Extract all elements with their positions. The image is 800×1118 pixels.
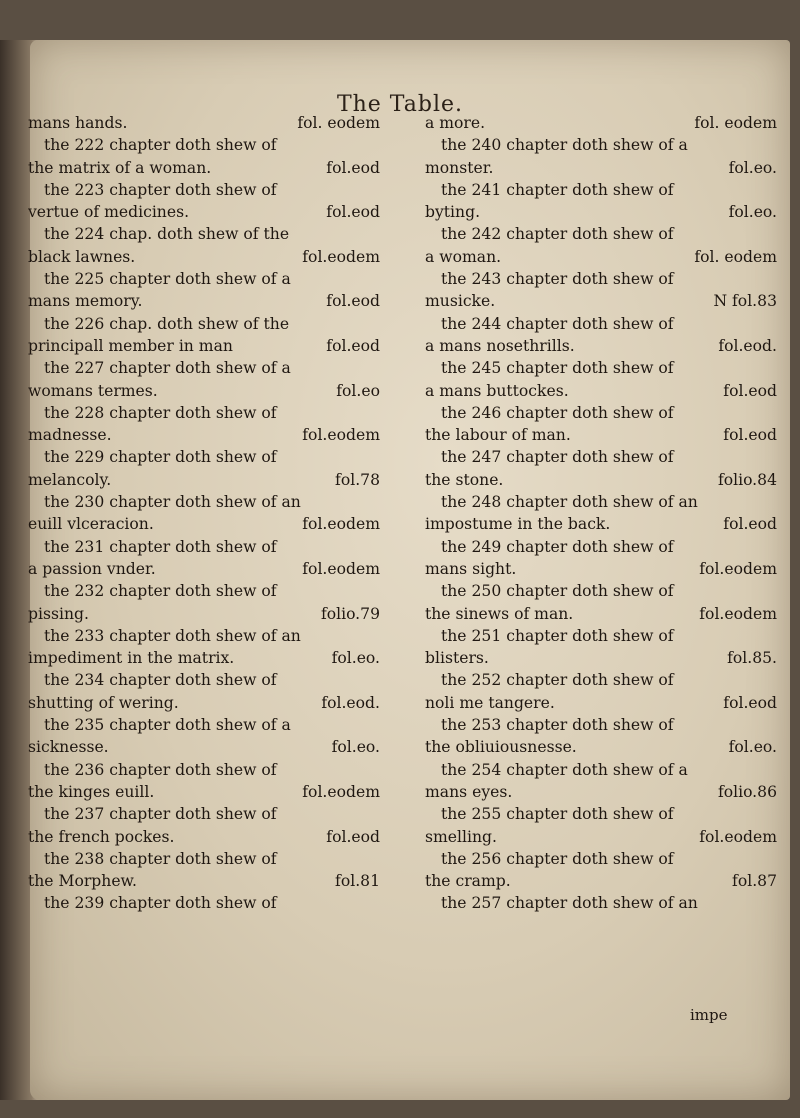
index-entry-line (425, 848, 777, 870)
folio-reference: fol.eodem (699, 559, 777, 578)
index-entry-line (28, 603, 380, 625)
folio-reference: fol.81 (335, 872, 380, 891)
entry-text: the matrix of a woman. (28, 158, 212, 177)
folio-reference (374, 357, 380, 379)
entry-text: the 235 chapter doth shew of a (44, 716, 291, 735)
folio-reference: fol.eod. (321, 693, 380, 712)
folio-reference: fol.eod (326, 336, 380, 355)
entry-text: the 254 chapter doth shew of a (441, 760, 688, 779)
entry-text: the 226 chap. doth shew of the (44, 314, 290, 333)
entry-text: blisters. (425, 649, 489, 668)
folio-reference: fol.eod (326, 158, 380, 177)
folio-reference (771, 357, 777, 379)
entry-text: smelling. (425, 827, 497, 846)
index-entry-line (425, 335, 777, 357)
entry-text: monster. (425, 158, 494, 177)
index-entry-line (28, 558, 380, 580)
entry-text: a woman. (425, 247, 502, 266)
index-entry-line (425, 112, 777, 134)
index-entry-line (28, 446, 380, 468)
entry-text: the 231 chapter doth shew of (44, 537, 277, 556)
folio-reference (771, 580, 777, 602)
index-entry-line (28, 223, 380, 245)
entry-text: the Morphew. (28, 872, 138, 891)
index-entry-line (425, 290, 777, 312)
index-entry-line (425, 491, 777, 513)
index-entry-line (28, 692, 380, 714)
entry-text: the stone. (425, 470, 504, 489)
folio-reference: folio.79 (320, 604, 380, 623)
index-entry-line (28, 380, 380, 402)
entry-text: impostume in the back. (425, 515, 611, 534)
index-entry-line (425, 826, 777, 848)
index-entry-line (425, 759, 777, 781)
entry-text: mans memory. (28, 292, 143, 311)
entry-text: mans eyes. (425, 782, 513, 801)
folio-reference (771, 759, 777, 781)
entry-text: mans sight. (425, 559, 517, 578)
entry-text: a mans buttockes. (425, 381, 569, 400)
folio-reference (374, 223, 380, 245)
folio-reference (771, 491, 777, 513)
folio-reference: fol.eo. (728, 158, 777, 177)
index-entry-line (28, 179, 380, 201)
index-entry-line (28, 580, 380, 602)
folio-reference (771, 848, 777, 870)
folio-reference: fol.eodem (302, 559, 380, 578)
index-entry-line (425, 892, 777, 914)
entry-text: black lawnes. (28, 247, 136, 266)
index-entry-line (425, 223, 777, 245)
index-entry-line (425, 313, 777, 335)
index-entry-line (425, 380, 777, 402)
folio-reference: fol.eodem (699, 604, 777, 623)
folio-reference (771, 536, 777, 558)
entry-text: the 243 chapter doth shew of (441, 270, 674, 289)
index-entry-line (425, 424, 777, 446)
folio-reference (771, 625, 777, 647)
entry-text: the 251 chapter doth shew of (441, 626, 674, 645)
entry-text: the sinews of man. (425, 604, 574, 623)
entry-text: the 256 chapter doth shew of (441, 849, 674, 868)
folio-reference: fol.eo. (728, 738, 777, 757)
index-entry-line (425, 246, 777, 268)
entry-text: melancoly. (28, 470, 112, 489)
entry-text: musicke. (425, 292, 496, 311)
entry-text: a mans nosethrills. (425, 336, 575, 355)
index-entry-line (425, 803, 777, 825)
folio-reference: fol.eodem (302, 426, 380, 445)
index-entry-line (28, 647, 380, 669)
folio-reference (374, 803, 380, 825)
entry-text: the 233 chapter doth shew of an (44, 626, 301, 645)
folio-reference (771, 223, 777, 245)
index-entry-line (28, 157, 380, 179)
folio-reference (374, 268, 380, 290)
entry-text: euill vlceracion. (28, 515, 154, 534)
entry-text: the 245 chapter doth shew of (441, 359, 674, 378)
index-entry-line (28, 469, 380, 491)
folio-reference (374, 134, 380, 156)
index-entry-line (425, 357, 777, 379)
folio-reference: fol. eodem (694, 114, 777, 132)
folio-reference: folio.86 (717, 782, 777, 801)
index-entry-line (425, 402, 777, 424)
index-entry-line (425, 469, 777, 491)
entry-text: the 223 chapter doth shew of (44, 180, 277, 199)
entry-text: the 232 chapter doth shew of (44, 582, 277, 601)
folio-reference: fol.eodem (302, 515, 380, 534)
entry-text: the 222 chapter doth shew of (44, 136, 277, 155)
index-entry-line (425, 580, 777, 602)
entry-text: the 248 chapter doth shew of an (441, 493, 698, 512)
entry-text: the 246 chapter doth shew of (441, 403, 674, 422)
entry-text: the 236 chapter doth shew of (44, 760, 277, 779)
index-entry-line (425, 157, 777, 179)
folio-reference (374, 536, 380, 558)
folio-reference (771, 179, 777, 201)
folio-reference: fol.eo. (331, 738, 380, 757)
index-entry-line (425, 179, 777, 201)
folio-reference (771, 446, 777, 468)
folio-reference (771, 134, 777, 156)
entry-text: principall member in man (28, 336, 233, 355)
entry-text: noli me tangere. (425, 693, 555, 712)
entry-text: madnesse. (28, 426, 112, 445)
folio-reference: fol. eodem (694, 247, 777, 266)
index-entry-line (28, 759, 380, 781)
index-entry-line (425, 268, 777, 290)
entry-text: the 250 chapter doth shew of (441, 582, 674, 601)
index-entry-line (28, 313, 380, 335)
folio-reference (771, 714, 777, 736)
index-entry-line (425, 134, 777, 156)
folio-reference (771, 402, 777, 424)
index-entry-line (425, 647, 777, 669)
folio-reference: fol.eod (326, 827, 380, 846)
entry-text: the 241 chapter doth shew of (441, 180, 674, 199)
index-entry-line (425, 513, 777, 535)
catchword: impe (690, 1006, 728, 1024)
entry-text: the kinges euill. (28, 782, 155, 801)
folio-reference: fol.eod (723, 426, 777, 445)
index-entry-line (28, 714, 380, 736)
entry-text: the 242 chapter doth shew of (441, 225, 674, 244)
index-entry-line (28, 736, 380, 758)
index-entry-line (28, 290, 380, 312)
folio-reference: fol.eodem (699, 827, 777, 846)
index-entry-line (28, 402, 380, 424)
folio-reference: fol.eodem (302, 247, 380, 266)
entry-text: mans hands. (28, 114, 128, 132)
folio-reference (374, 669, 380, 691)
index-entry-line (28, 781, 380, 803)
folio-reference: fol.eod (723, 693, 777, 712)
index-entry-line (28, 246, 380, 268)
index-column-right (425, 112, 777, 915)
index-entry-line (28, 669, 380, 691)
index-entry-line (425, 714, 777, 736)
index-entry-line (425, 669, 777, 691)
folio-reference (374, 892, 380, 914)
entry-text: the cramp. (425, 872, 511, 891)
entry-text: the labour of man. (425, 426, 571, 445)
entry-text: the french pockes. (28, 827, 175, 846)
index-entry-line (28, 513, 380, 535)
index-entry-line (28, 625, 380, 647)
index-entry-line (28, 112, 380, 134)
folio-reference: fol.eodem (302, 782, 380, 801)
entry-text: a passion vnder. (28, 559, 156, 578)
entry-text: the 247 chapter doth shew of (441, 448, 674, 467)
index-entry-line (28, 134, 380, 156)
entry-text: a more. (425, 114, 486, 132)
entry-text: the 228 chapter doth shew of (44, 403, 277, 422)
folio-reference (374, 848, 380, 870)
index-entry-line (28, 892, 380, 914)
folio-reference: fol.eo (336, 381, 380, 400)
entry-text: the 255 chapter doth shew of (441, 805, 674, 824)
folio-reference (374, 759, 380, 781)
entry-text: byting. (425, 203, 481, 222)
index-entry-line (425, 603, 777, 625)
entry-text: the 227 chapter doth shew of a (44, 359, 291, 378)
folio-reference: fol.eod (723, 515, 777, 534)
index-entry-line (28, 335, 380, 357)
entry-text: the 238 chapter doth shew of (44, 849, 277, 868)
folio-reference: folio.84 (717, 470, 777, 489)
folio-reference (771, 268, 777, 290)
folio-reference: fol.87 (732, 872, 777, 891)
entry-text: womans termes. (28, 381, 158, 400)
entry-text: the 252 chapter doth shew of (441, 671, 674, 690)
running-header: The Table. (336, 92, 464, 117)
entry-text: the 253 chapter doth shew of (441, 716, 674, 735)
index-entry-line (425, 870, 777, 892)
folio-reference: N fol.83 (713, 292, 777, 311)
folio-reference (771, 669, 777, 691)
folio-reference: fol.eod. (718, 336, 777, 355)
folio-reference: fol.78 (335, 470, 380, 489)
entry-text: the 225 chapter doth shew of a (44, 270, 291, 289)
index-column-left (28, 112, 380, 915)
entry-text: the 237 chapter doth shew of (44, 805, 277, 824)
folio-reference (374, 580, 380, 602)
entry-text: the 240 chapter doth shew of a (441, 136, 688, 155)
index-entry-line (425, 781, 777, 803)
index-entry-line (425, 692, 777, 714)
folio-reference (771, 892, 777, 914)
folio-reference (374, 402, 380, 424)
folio-reference: fol. eodem (297, 114, 380, 132)
index-entry-line (425, 536, 777, 558)
index-entry-line (425, 446, 777, 468)
entry-text: the 224 chap. doth shew of the (44, 225, 290, 244)
folio-reference: fol.85. (727, 649, 777, 668)
index-entry-line (425, 201, 777, 223)
folio-reference (771, 803, 777, 825)
folio-reference (374, 313, 380, 335)
index-entry-line (28, 201, 380, 223)
entry-text: the 230 chapter doth shew of an (44, 493, 301, 512)
folio-reference (374, 179, 380, 201)
entry-text: vertue of medicines. (28, 203, 190, 222)
folio-reference (374, 714, 380, 736)
entry-text: pissing. (28, 604, 89, 623)
folio-reference: fol.eo. (331, 649, 380, 668)
folio-reference (374, 491, 380, 513)
entry-text: the 239 chapter doth shew of (44, 894, 277, 913)
entry-text: the 249 chapter doth shew of (441, 537, 674, 556)
entry-text: the obliuiousnesse. (425, 738, 577, 757)
index-entry-line (28, 357, 380, 379)
index-entry-line (425, 558, 777, 580)
folio-reference (374, 625, 380, 647)
entry-text: impediment in the matrix. (28, 649, 235, 668)
entry-text: the 257 chapter doth shew of an (441, 894, 698, 913)
entry-text: sicknesse. (28, 738, 109, 757)
index-entry-line (28, 268, 380, 290)
index-entry-line (28, 848, 380, 870)
index-entry-line (28, 803, 380, 825)
index-entry-line (28, 870, 380, 892)
folio-reference: fol.eod (326, 292, 380, 311)
index-entry-line (425, 625, 777, 647)
folio-reference (771, 313, 777, 335)
entry-text: shutting of wering. (28, 693, 179, 712)
folio-reference: fol.eod (723, 381, 777, 400)
folio-reference: fol.eo. (728, 203, 777, 222)
index-entry-line (28, 424, 380, 446)
entry-text: the 229 chapter doth shew of (44, 448, 277, 467)
entry-text: the 234 chapter doth shew of (44, 671, 277, 690)
entry-text: the 244 chapter doth shew of (441, 314, 674, 333)
index-entry-line (425, 736, 777, 758)
index-entry-line (28, 491, 380, 513)
index-entry-line (28, 826, 380, 848)
folio-reference: fol.eod (326, 203, 380, 222)
folio-reference (374, 446, 380, 468)
index-entry-line (28, 536, 380, 558)
